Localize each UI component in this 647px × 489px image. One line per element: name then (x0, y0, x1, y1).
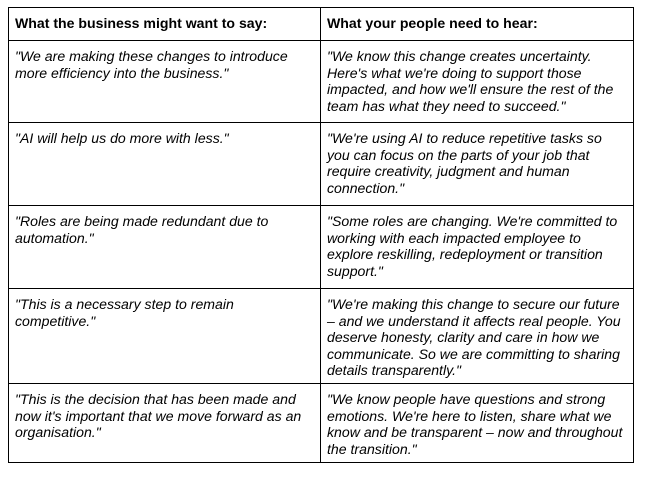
business-statement: "We are making these changes to introduce more efficiency into the business." (9, 41, 321, 123)
table-row (9, 206, 634, 289)
people-statement: "Some roles are changing. We're committed to working with each impacted employee to explore reskilling, redeployment or transition support." (321, 206, 634, 289)
business-statement: "Roles are being made redundant due to automation." (9, 206, 321, 289)
table-row (9, 289, 634, 384)
people-statement: "We're making this change to secure our future – and we understand it affects real people. You deserve honesty, clarity and care in how we communicate. So we are committing to sharing details transparently." (321, 289, 634, 384)
messaging-comparison-table (8, 7, 634, 463)
people-statement: "We're using AI to reduce repetitive tasks so you can focus on the parts of your job that require creativity, judgment and human connection." (321, 123, 634, 206)
people-statement: "We know people have questions and strong emotions. We're here to listen, share what we know and be transparent – now and throughout the transition." (321, 383, 634, 462)
business-statement: "This is a necessary step to remain competitive." (9, 289, 321, 384)
table-row (9, 41, 634, 123)
business-statement: "This is the decision that has been made and now it's important that we move forward as an organisation." (9, 383, 321, 462)
business-statement: "AI will help us do more with less." (9, 123, 321, 206)
header-business-says: What the business might want to say: (9, 8, 321, 41)
table-row (9, 123, 634, 206)
table-header-row (9, 8, 634, 41)
header-people-need-to-hear: What your people need to hear: (321, 8, 634, 41)
table-row (9, 383, 634, 462)
people-statement: "We know this change creates uncertainty. Here's what we're doing to support those impacted, and how we'll ensure the rest of the team has what they need to succeed." (321, 41, 634, 123)
